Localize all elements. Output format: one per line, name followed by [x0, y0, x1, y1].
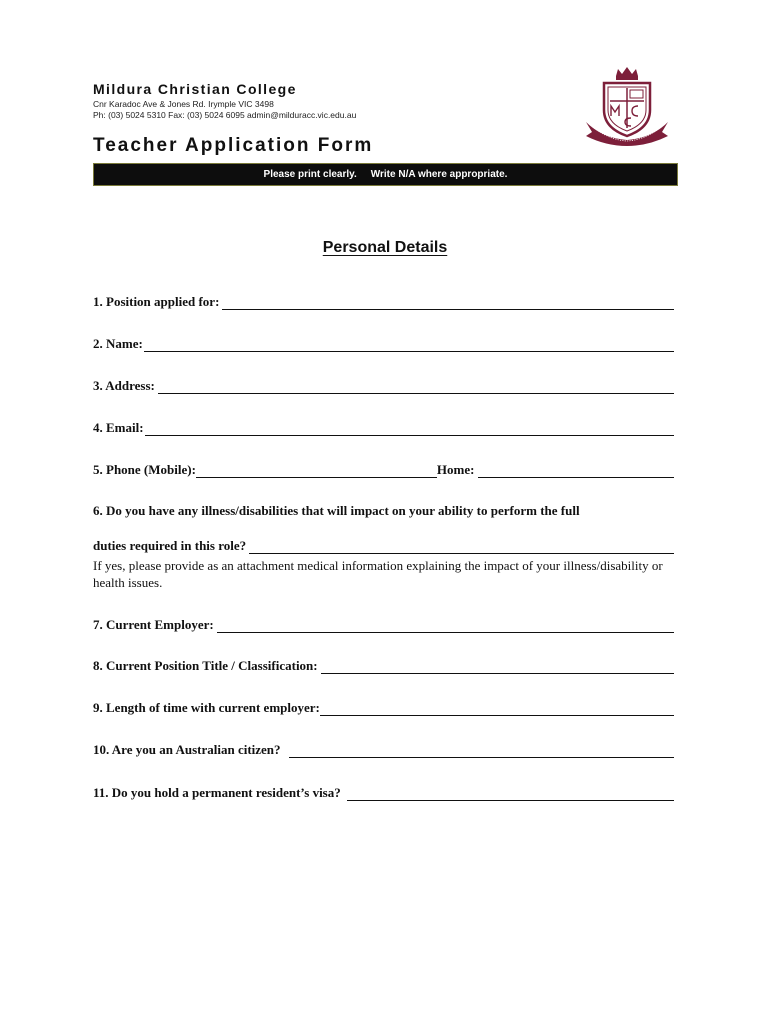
label-length-of-time: 9. Length of time with current employer: — [93, 700, 320, 715]
illness-note: If yes, please provide as an attachment medical information explaining the impact of your illness/disability or health issues. — [93, 558, 663, 590]
field-address — [93, 378, 674, 394]
label-australian-citizen: 10. Are you an Australian citizen? — [93, 742, 281, 757]
label-address: 3. Address: — [93, 378, 155, 393]
input-line-email[interactable] — [145, 423, 674, 436]
field-position-applied — [93, 294, 674, 310]
input-line-illness[interactable] — [249, 541, 674, 554]
label-name: 2. Name: — [93, 336, 143, 351]
college-address: Cnr Karadoc Ave & Jones Rd. Irymple VIC 3498 — [93, 99, 274, 109]
label-illness-question: 6. Do you have any illness/disabilities that will impact on your ability to perform the full — [93, 503, 580, 518]
input-line-name[interactable] — [144, 339, 674, 352]
college-crest-icon — [582, 66, 672, 146]
field-length-of-time — [93, 700, 674, 716]
label-duties-required: duties required in this role? — [93, 538, 247, 553]
input-line-resident-visa[interactable] — [347, 788, 674, 801]
label-position-title: 8. Current Position Title / Classification: — [93, 658, 318, 673]
instruction-write-na: Write N/A where appropriate. — [370, 169, 508, 180]
college-contact: Ph: (03) 5024 5310 Fax: (03) 5024 6095 admin@milduracc.vic.edu.au — [93, 110, 357, 120]
field-name — [93, 336, 674, 352]
field-position-title — [93, 658, 674, 674]
field-phone — [93, 462, 674, 478]
college-name: Mildura Christian College — [93, 81, 297, 97]
label-phone-home: Home: — [436, 462, 475, 477]
instructions-banner — [93, 163, 678, 186]
input-line-phone-home[interactable] — [478, 465, 674, 478]
label-email: 4. Email: — [93, 420, 144, 435]
input-line-australian-citizen[interactable] — [289, 745, 674, 758]
form-title: Teacher Application Form — [93, 135, 374, 156]
input-line-phone-mobile[interactable] — [196, 465, 437, 478]
input-line-position-title[interactable] — [321, 661, 674, 674]
label-resident-visa: 11. Do you hold a permanent resident’s visa? — [93, 785, 341, 800]
label-position-applied: 1. Position applied for: — [93, 294, 220, 309]
input-line-address[interactable] — [158, 381, 674, 394]
field-resident-visa — [93, 785, 674, 801]
field-illness-duties — [93, 538, 674, 554]
field-current-employer — [93, 617, 674, 633]
label-current-employer: 7. Current Employer: — [93, 617, 214, 632]
field-email — [93, 420, 674, 436]
input-line-length-of-time[interactable] — [320, 703, 674, 716]
input-line-position-applied[interactable] — [222, 297, 674, 310]
label-phone-mobile: 5. Phone (Mobile): — [93, 462, 196, 477]
instruction-print-clearly: Please print clearly. — [263, 169, 357, 180]
field-australian-citizen — [93, 742, 674, 758]
section-title: Personal Details — [322, 239, 448, 256]
input-line-current-employer[interactable] — [217, 620, 674, 633]
